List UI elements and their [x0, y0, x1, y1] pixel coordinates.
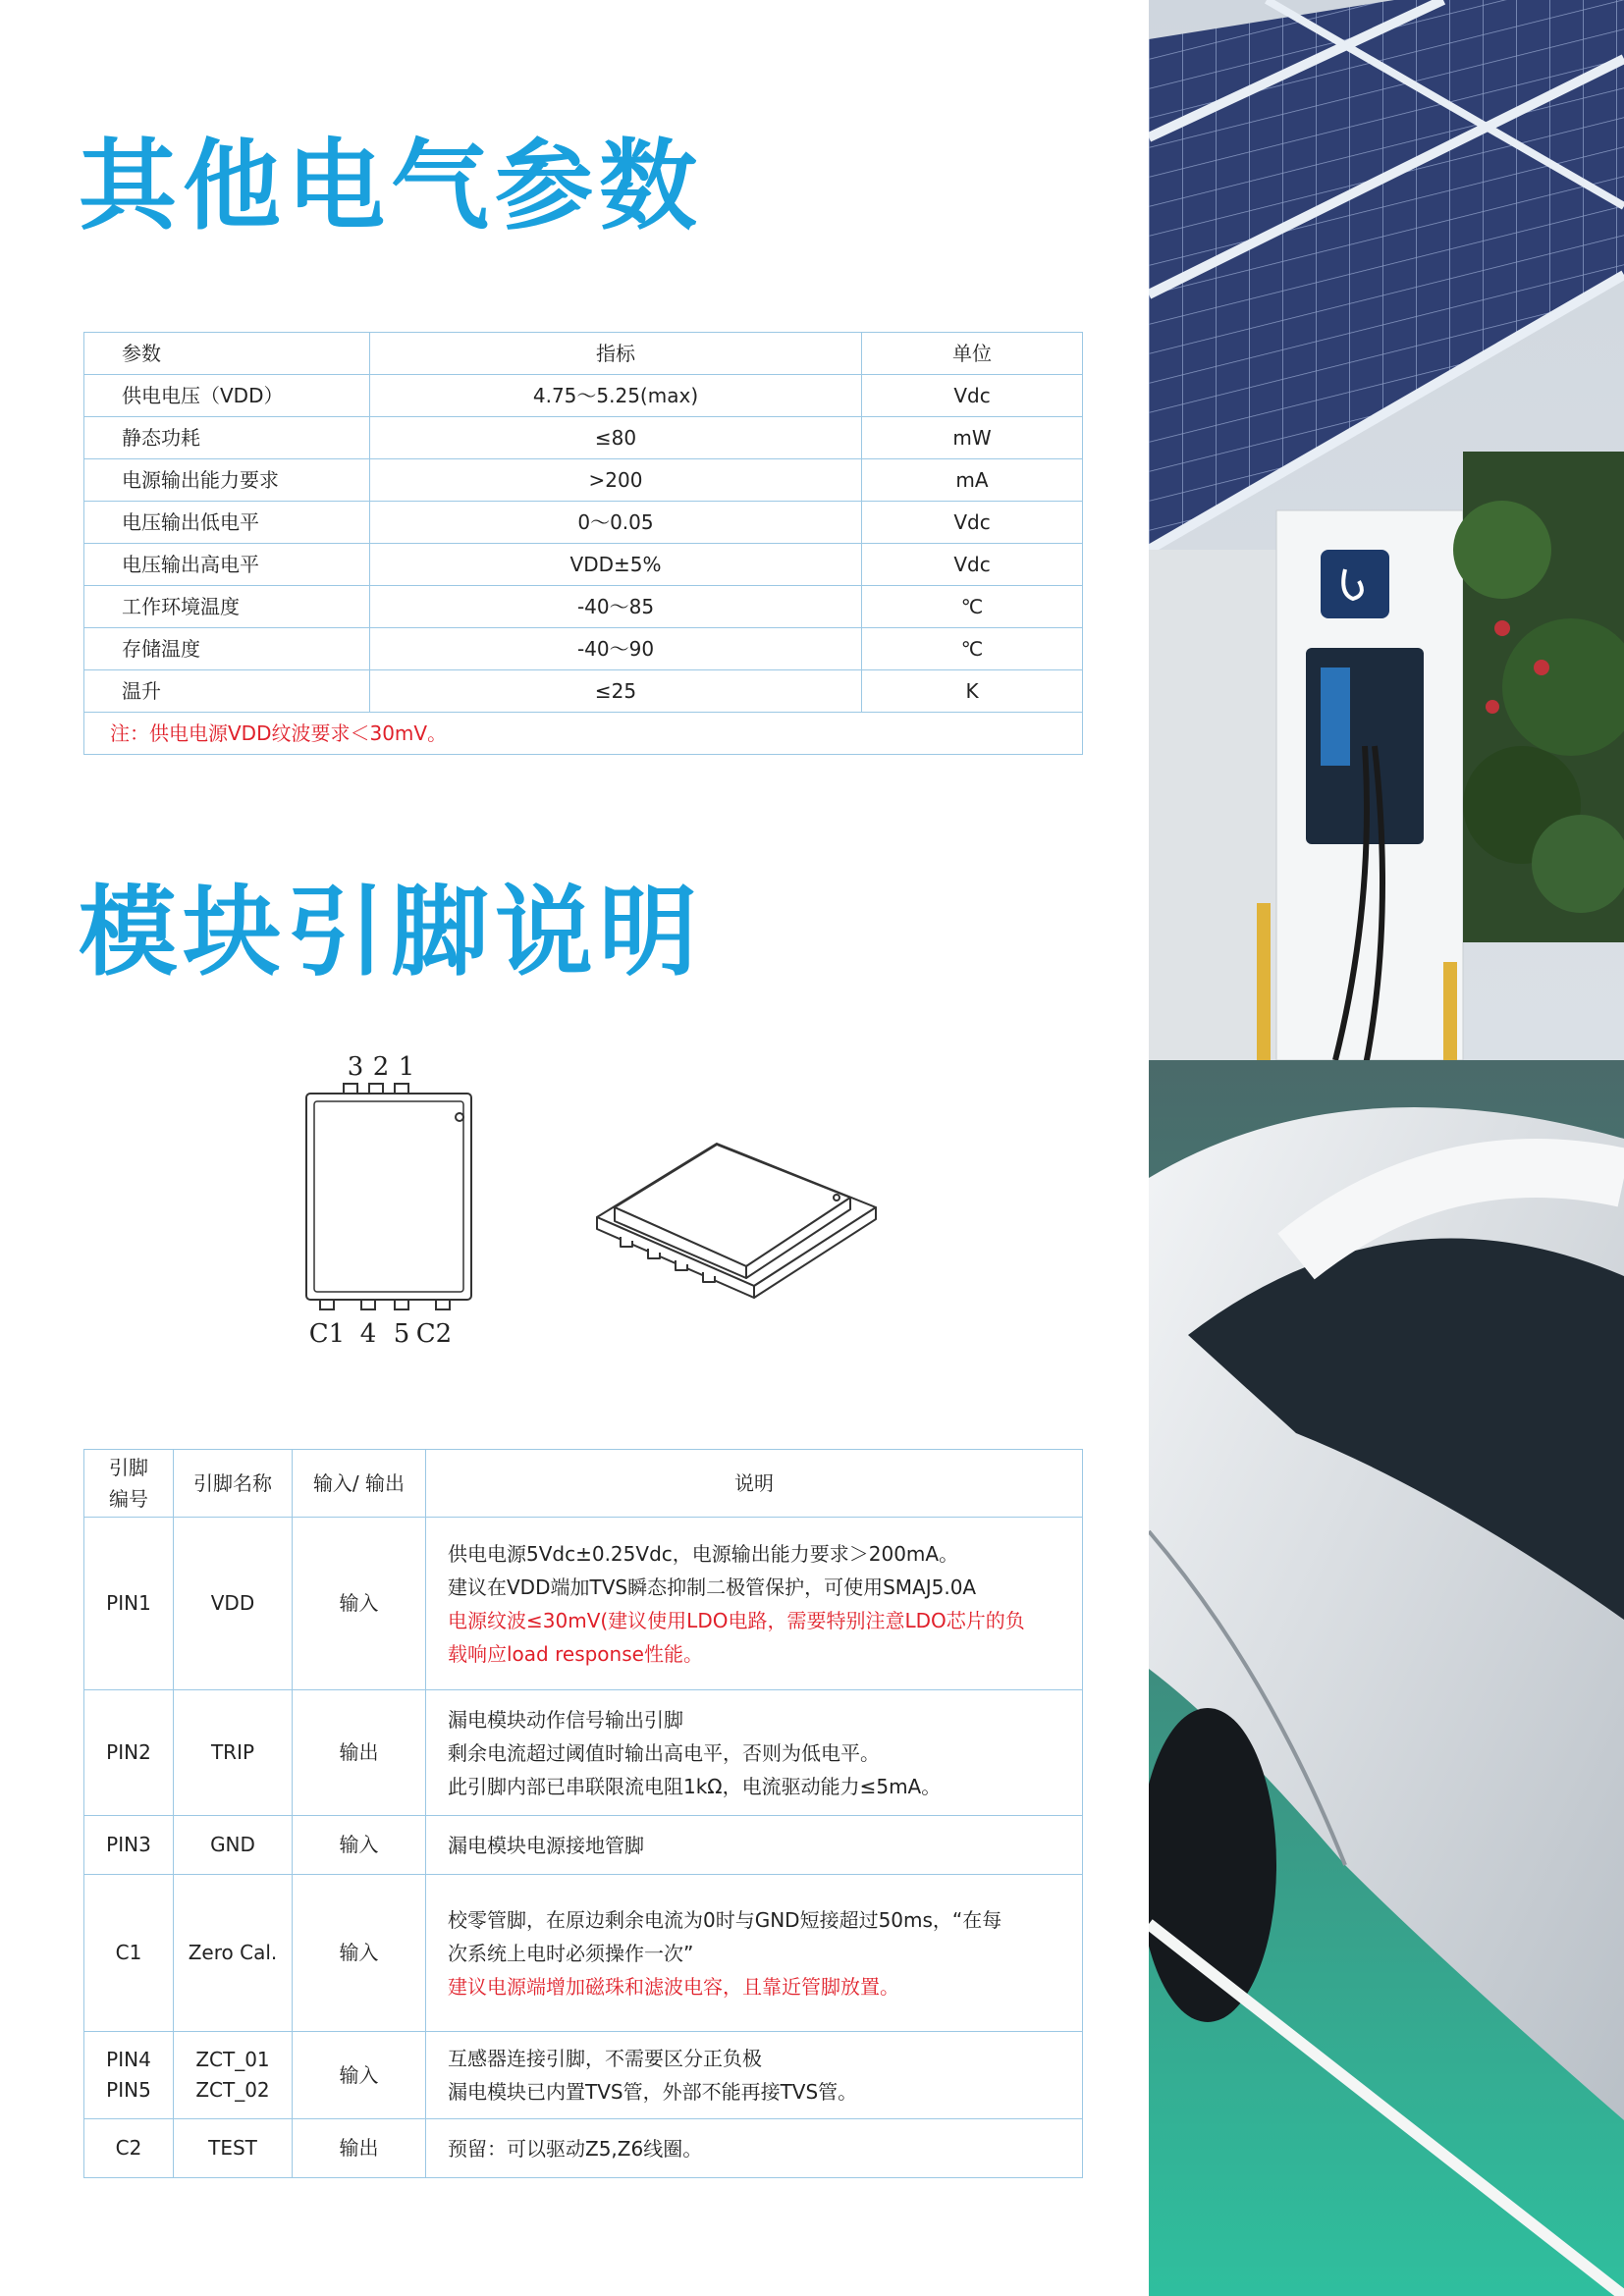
pin-number: C1: [84, 1875, 174, 2032]
pin-name: VDD: [174, 1518, 293, 1690]
charger-station: [1257, 510, 1463, 1070]
desc-line: 供电电源5Vdc±0.25Vdc，电源输出能力要求＞200mA。: [448, 1541, 959, 1566]
plants: [1453, 452, 1624, 942]
header-io: 输入/ 输出: [293, 1450, 426, 1518]
table-row: [84, 417, 1083, 459]
desc-warning-line: 电源纹波≤30mV(建议使用LDO电路，需要特别注意LDO芯片的负: [448, 1608, 1025, 1632]
pin-number-a: PIN4: [106, 2048, 151, 2071]
pin-io: 输入: [293, 1518, 426, 1690]
param-unit: K: [862, 670, 1083, 713]
pin-io: 输出: [293, 2119, 426, 2178]
param-unit: Vdc: [862, 502, 1083, 544]
table-row: [84, 1690, 1083, 1816]
desc-line: 建议在VDD端加TVS瞬态抑制二极管保护，可使用SMAJ5.0A: [448, 1575, 977, 1599]
top-pin-label: 3: [347, 1052, 364, 1082]
param-name: 存储温度: [84, 628, 370, 670]
table-row: [84, 670, 1083, 713]
pin-name: Zero Cal.: [174, 1875, 293, 2032]
param-name: 供电电压（VDD）: [84, 375, 370, 417]
table-row: [84, 1518, 1083, 1690]
table-header-row: [84, 333, 1083, 375]
table-row: [84, 2119, 1083, 2178]
pin-io: 输出: [293, 1690, 426, 1816]
header-unit: 单位: [862, 333, 1083, 375]
table-header-row: [84, 1450, 1083, 1518]
pin-name: [174, 2032, 293, 2119]
header-pin-number: [84, 1450, 174, 1518]
pin-description: [426, 1816, 1083, 1875]
param-spec: >200: [370, 459, 862, 502]
param-spec: ≤80: [370, 417, 862, 459]
param-spec: -40～90: [370, 628, 862, 670]
desc-line: 漏电模块动作信号输出引脚: [448, 1707, 683, 1732]
section-title-electrical-params: 其他电气参数: [79, 129, 703, 243]
param-unit: mW: [862, 417, 1083, 459]
param-spec: ≤25: [370, 670, 862, 713]
pin-name: TRIP: [174, 1690, 293, 1816]
pin-name: TEST: [174, 2119, 293, 2178]
section-title-pin-description: 模块引脚说明: [79, 875, 703, 989]
ripple-note: 注：供电电源VDD纹波要求＜30mV。: [84, 713, 1083, 755]
desc-line: 次系统上电时必须操作一次”: [448, 1941, 694, 1965]
table-row: [84, 1816, 1083, 1875]
table-row: [84, 1875, 1083, 2032]
pin-number: C2: [84, 2119, 174, 2178]
bottom-pin-label: C2: [415, 1319, 453, 1349]
table-row: [84, 502, 1083, 544]
param-unit: Vdc: [862, 375, 1083, 417]
param-unit: ℃: [862, 628, 1083, 670]
pin-description: [426, 1690, 1083, 1816]
table-note-row: [84, 713, 1083, 755]
desc-line: 此引脚内部已串联限流电阻1kΩ，电流驱动能力≤5mA。: [448, 1774, 942, 1798]
table-row: [84, 375, 1083, 417]
module-isometric-view: [597, 1144, 876, 1298]
desc-warning-line: 建议电源端增加磁珠和滤波电容，且靠近管脚放置。: [448, 1974, 899, 1999]
pin-description: [426, 1518, 1083, 1690]
header-pin-number-line2: 编号: [109, 1487, 148, 1511]
pin-name-a: ZCT_01: [195, 2048, 270, 2071]
top-pin-label: 1: [398, 1052, 415, 1082]
pin-number: PIN1: [84, 1518, 174, 1690]
pin-description-table: [83, 1449, 1083, 2178]
pin-description: [426, 1875, 1083, 2032]
pin-io: 输入: [293, 1875, 426, 2032]
pin-number: PIN3: [84, 1816, 174, 1875]
table-row: [84, 544, 1083, 586]
pin-name: GND: [174, 1816, 293, 1875]
bottom-pin-label: C1: [308, 1319, 346, 1349]
module-pin-diagram: [285, 1050, 913, 1364]
pin-description: [426, 2032, 1083, 2119]
pin-io: 输入: [293, 2032, 426, 2119]
ev-charging-photo: [1149, 0, 1624, 2296]
param-name: 电压输出高电平: [84, 544, 370, 586]
pin-number: [84, 2032, 174, 2119]
desc-line: 校零管脚，在原边剩余电流为0时与GND短接超过50ms，“在每: [448, 1907, 1002, 1932]
bottom-pin-label: 5: [393, 1319, 410, 1349]
bottom-pin-label: 4: [359, 1319, 377, 1349]
desc-line: 剩余电流超过阈值时输出高电平，否则为低电平。: [448, 1740, 880, 1765]
header-pin-number-line1: 引脚: [109, 1456, 148, 1479]
pin-io: 输入: [293, 1816, 426, 1875]
table-row: [84, 586, 1083, 628]
desc-line: 预留：可以驱动Z5,Z6线圈。: [448, 2136, 703, 2161]
param-name: 电压输出低电平: [84, 502, 370, 544]
pin-number-b: PIN5: [106, 2078, 151, 2102]
param-unit: Vdc: [862, 544, 1083, 586]
param-unit: mA: [862, 459, 1083, 502]
param-spec: 0～0.05: [370, 502, 862, 544]
table-row: [84, 459, 1083, 502]
desc-line: 互感器连接引脚，不需要区分正负极: [448, 2047, 762, 2070]
header-description: 说明: [426, 1450, 1083, 1518]
pin-number: PIN2: [84, 1690, 174, 1816]
header-spec: 指标: [370, 333, 862, 375]
header-param: 参数: [84, 333, 370, 375]
top-pin-label: 2: [372, 1052, 390, 1082]
module-top-view: [306, 1084, 471, 1309]
table-row: [84, 2032, 1083, 2119]
header-pin-name: 引脚名称: [174, 1450, 293, 1518]
electrical-params-table: [83, 332, 1083, 755]
param-name: 电源输出能力要求: [84, 459, 370, 502]
desc-line: 漏电模块电源接地管脚: [448, 1833, 644, 1857]
desc-line: 漏电模块已内置TVS管，外部不能再接TVS管。: [448, 2080, 858, 2104]
param-name: 温升: [84, 670, 370, 713]
pin-description: [426, 2119, 1083, 2178]
param-spec: 4.75～5.25(max): [370, 375, 862, 417]
param-name: 工作环境温度: [84, 586, 370, 628]
table-row: [84, 628, 1083, 670]
param-unit: ℃: [862, 586, 1083, 628]
pin-name-b: ZCT_02: [195, 2078, 270, 2102]
desc-warning-line: 载响应load response性能。: [448, 1641, 703, 1666]
param-spec: VDD±5%: [370, 544, 862, 586]
param-name: 静态功耗: [84, 417, 370, 459]
param-spec: -40～85: [370, 586, 862, 628]
